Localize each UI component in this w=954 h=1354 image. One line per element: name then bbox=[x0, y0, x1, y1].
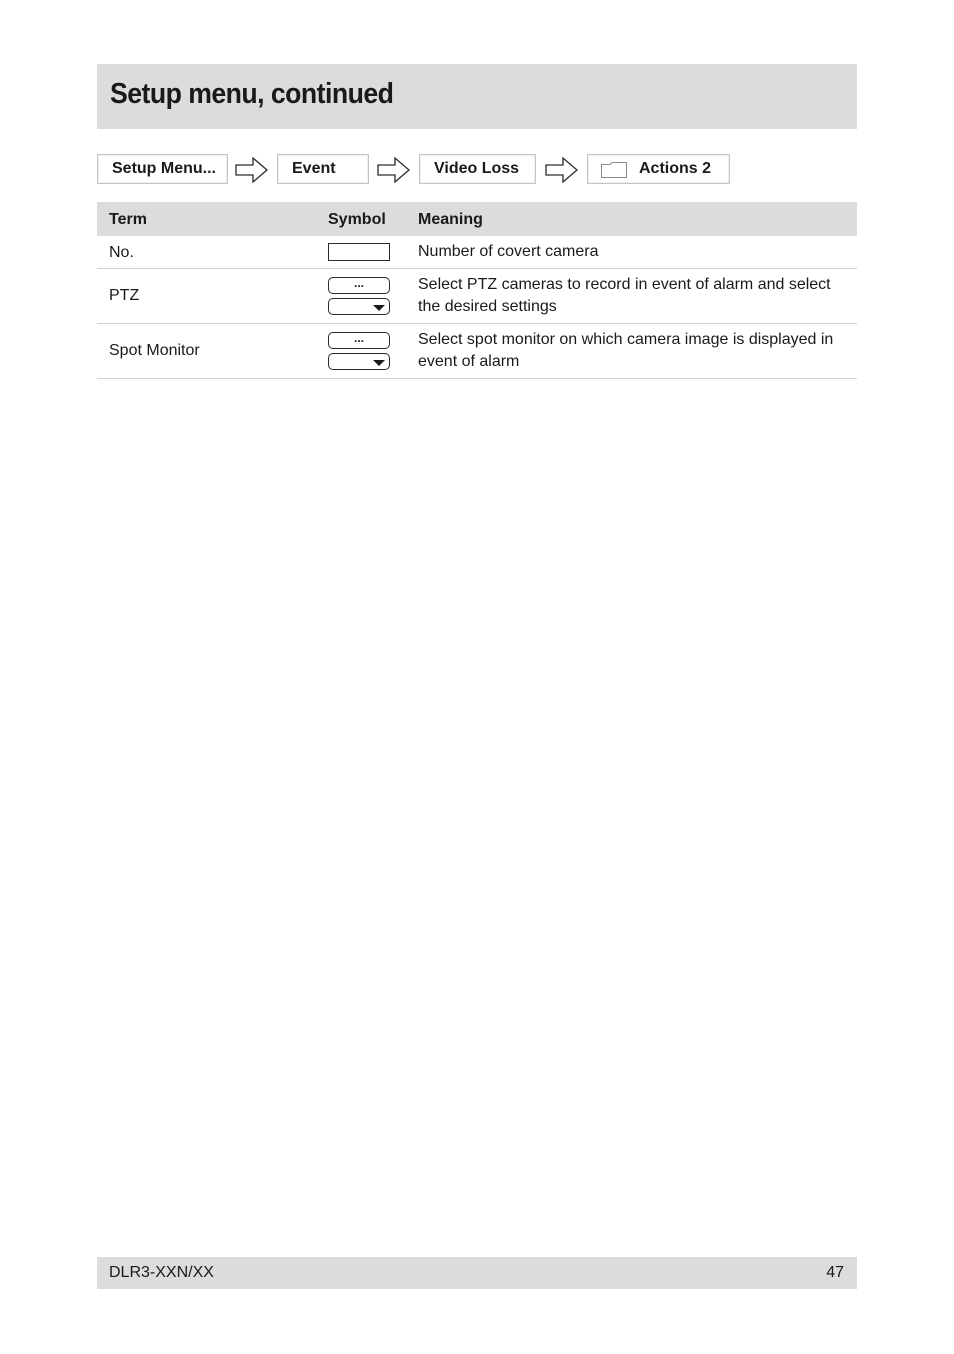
input-field-symbol bbox=[328, 243, 390, 261]
folder-icon bbox=[601, 162, 627, 178]
table-row bbox=[97, 236, 857, 269]
dropdown-symbol bbox=[328, 298, 390, 315]
dropdown-symbol bbox=[328, 353, 390, 370]
ellipsis-button-symbol: ... bbox=[328, 277, 390, 294]
row-meaning: Select PTZ cameras to record in event of alarm and select the desired settings bbox=[418, 276, 831, 315]
table-row bbox=[97, 324, 857, 379]
page-number: 47 bbox=[826, 1264, 844, 1281]
table-header bbox=[97, 202, 857, 236]
breadcrumb-video-loss[interactable] bbox=[419, 154, 536, 184]
arrow-right-outline-icon bbox=[377, 156, 411, 184]
arrow-right-outline-icon bbox=[235, 156, 269, 184]
breadcrumb-event[interactable] bbox=[277, 154, 369, 184]
column-header-meaning: Meaning bbox=[418, 211, 483, 228]
column-header-term: Term bbox=[109, 211, 147, 228]
breadcrumb-setup-menu[interactable] bbox=[97, 154, 228, 184]
page-footer bbox=[97, 1257, 857, 1289]
row-term: No. bbox=[109, 244, 134, 261]
ellipsis-button-symbol: ... bbox=[328, 332, 390, 349]
row-term: PTZ bbox=[109, 287, 140, 304]
breadcrumb-label: Video Loss bbox=[434, 160, 520, 177]
chevron-down-icon bbox=[373, 305, 385, 311]
row-meaning: Number of covert camera bbox=[418, 243, 599, 260]
breadcrumb-label: Event bbox=[292, 160, 336, 177]
title-bar bbox=[97, 64, 857, 129]
table-row bbox=[97, 269, 857, 324]
breadcrumb-label: Actions 2 bbox=[639, 160, 712, 177]
term-table bbox=[97, 202, 857, 379]
arrow-right-outline-icon bbox=[545, 156, 579, 184]
page-title: Setup menu, continued bbox=[110, 78, 394, 110]
breadcrumb-label: Setup Menu... bbox=[112, 160, 216, 177]
chevron-down-icon bbox=[373, 360, 385, 366]
row-term: Spot Monitor bbox=[109, 342, 200, 359]
footer-model: DLR3-XXN/XX bbox=[109, 1264, 214, 1281]
breadcrumb-actions-2[interactable] bbox=[587, 154, 730, 184]
row-meaning: Select spot monitor on which camera image is displayed in event of alarm bbox=[418, 331, 834, 370]
column-header-symbol: Symbol bbox=[328, 211, 386, 228]
